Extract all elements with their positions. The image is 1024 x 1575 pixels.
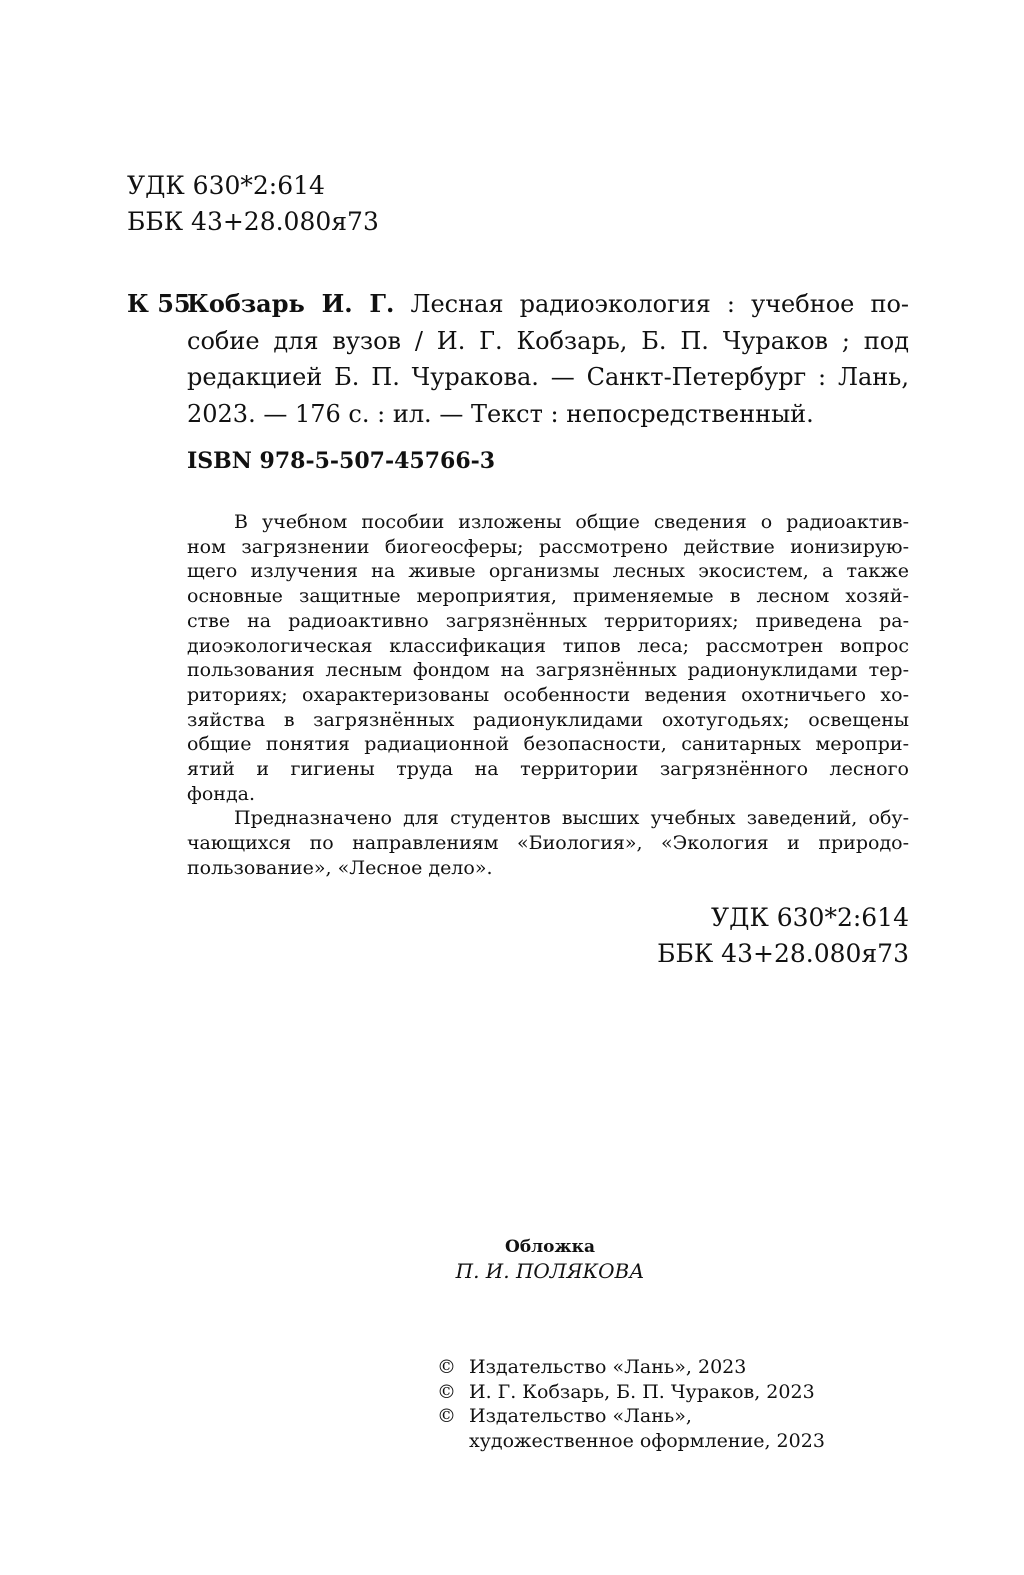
abstract-line: Предназначено для студентов высших учебных заведений, обу- bbox=[234, 807, 909, 830]
bib-line-1 bbox=[187, 286, 909, 323]
abstract-line: ном загрязнении биогеосферы; рассмотрено действие ионизирую- bbox=[187, 535, 909, 558]
abstract-line: пользование», «Лесное дело». bbox=[187, 856, 493, 879]
abstract-line: стве на радиоактивно загрязнённых территориях; приведена ра- bbox=[187, 609, 909, 632]
abstract-line: фонда. bbox=[187, 782, 256, 805]
bib-line-2: собие для вузов / И. Г. Кобзарь, Б. П. Чураков ; под bbox=[187, 326, 909, 355]
bib-line-3: редакцией Б. П. Чуракова. — Санкт-Петербург : Лань, bbox=[187, 363, 909, 391]
copyright-icon: © bbox=[437, 1405, 456, 1427]
copyright-icon: © bbox=[437, 1380, 456, 1403]
abstract bbox=[187, 510, 909, 881]
udk-code: УДК 630*2:614 bbox=[127, 171, 325, 200]
book-title: Лесная радиоэкология : учебное по- bbox=[394, 290, 909, 318]
cover-label: Обложка bbox=[505, 1237, 595, 1257]
copyright-icon: © bbox=[437, 1356, 456, 1378]
abstract-line: общие понятия радиационной безопасности, санитарных меропри- bbox=[187, 733, 909, 756]
udk-code: УДК 630*2:614 bbox=[711, 903, 909, 932]
abstract-line: пользования лесным фондом на загрязнённых радионуклидами тер- bbox=[187, 659, 909, 682]
classification-top bbox=[127, 168, 379, 240]
bbk-code: ББК 43+28.080я73 bbox=[657, 939, 909, 968]
isbn: ISBN 978-5-507-45766-3 bbox=[187, 448, 496, 474]
copyright-holder: Издательство «Лань», 2023 bbox=[469, 1356, 747, 1378]
classification-bottom bbox=[657, 900, 909, 972]
bibliographic-description bbox=[187, 286, 909, 432]
abstract-line: диоэкологическая классификация типов леса; рассмотрен вопрос bbox=[187, 634, 909, 657]
bib-line-4: 2023. — 176 с. : ил. — Текст : непосредственный. bbox=[187, 399, 814, 428]
abstract-line: зяйства в загрязнённых радионуклидами охотугодьях; освещены bbox=[187, 708, 909, 731]
cover-credit bbox=[400, 1236, 700, 1284]
copyright-line bbox=[437, 1355, 825, 1380]
author-name: Кобзарь И. Г. bbox=[187, 289, 395, 318]
bbk-code: ББК 43+28.080я73 bbox=[127, 207, 379, 236]
copyright-line bbox=[437, 1380, 825, 1405]
abstract-line: чающихся по направлениям «Биология», «Экология и природо- bbox=[187, 832, 909, 855]
abstract-line: щего излучения на живые организмы лесных экосистем, а также bbox=[187, 560, 909, 583]
cover-designer: П. И. ПОЛЯКОВА bbox=[455, 1259, 645, 1283]
abstract-line: основные защитные мероприятия, применяемые в лесном хозяй- bbox=[187, 585, 909, 608]
abstract-line: ятий и гигиены труда на территории загрязнённого лесного bbox=[187, 758, 909, 781]
abstract-line: риториях; охарактеризованы особенности ведения охотничьего хо- bbox=[187, 683, 909, 706]
copyright-line bbox=[437, 1404, 825, 1429]
copyright-block bbox=[437, 1355, 825, 1453]
author-mark: К 55 bbox=[127, 289, 191, 318]
copyright-continuation: художественное оформление, 2023 bbox=[469, 1429, 825, 1452]
copyright-holder: Издательство «Лань», bbox=[469, 1405, 692, 1427]
abstract-line: В учебном пособии изложены общие сведения о радиоактив- bbox=[234, 511, 909, 533]
copyright-holder: И. Г. Кобзарь, Б. П. Чураков, 2023 bbox=[469, 1380, 815, 1403]
